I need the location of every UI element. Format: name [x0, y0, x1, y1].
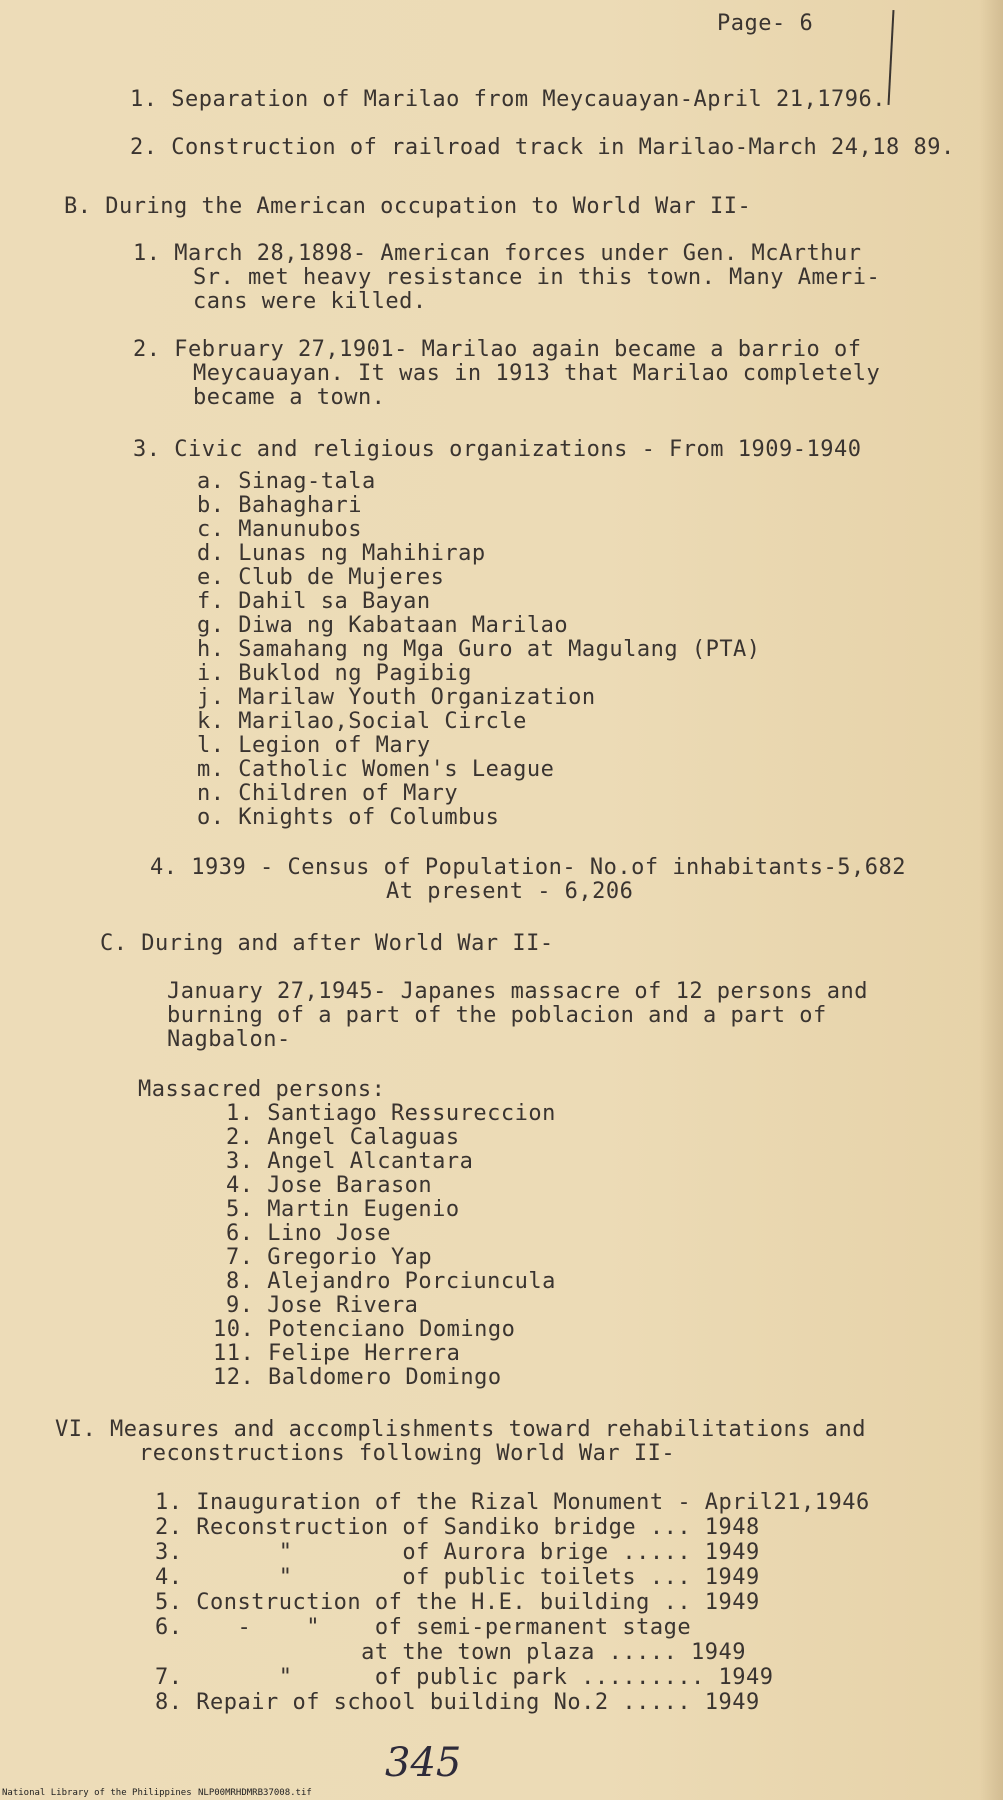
file-id: NLP00MRHDMRB37008.tif: [198, 1788, 312, 1798]
list-item: 9. Jose Rivera: [226, 1293, 419, 1318]
list-item: 3. " of Aurora brige ..... 1949: [155, 1540, 760, 1565]
list-item: b. Bahaghari: [197, 493, 362, 518]
list-item: j. Marilaw Youth Organization: [197, 685, 596, 710]
list-item: k. Marilao,Social Circle: [197, 709, 527, 734]
list-item: l. Legion of Mary: [197, 733, 431, 758]
b-item4-line1: 4. 1939 - Census of Population- No.of inhabitants-5,682: [150, 855, 906, 880]
b-item1-line2: Sr. met heavy resistance in this town. Many Ameri-: [193, 265, 881, 290]
list-item: h. Samahang ng Mga Guro at Magulang (PTA): [197, 637, 761, 662]
list-item: 1. Inauguration of the Rizal Monument - April21,1946: [155, 1490, 870, 1515]
list-item: 6. Lino Jose: [226, 1221, 391, 1246]
c-event-line1: January 27,1945- Japanes massacre of 12 persons and: [167, 979, 869, 1004]
list-item: o. Knights of Columbus: [197, 805, 500, 830]
section-c-heading: C. During and after World War II-: [100, 931, 554, 956]
c-event-line2: burning of a part of the poblacion and a part of: [167, 1003, 827, 1028]
list-item: 12. Baldomero Domingo: [213, 1365, 502, 1390]
list-item: 4. Jose Barason: [226, 1173, 433, 1198]
list-a-item-2: 2. Construction of railroad track in Marilao-March 24,18 89.: [130, 135, 955, 160]
b-item1-line1: 1. March 28,1898- American forces under Gen. McArthur: [133, 241, 862, 266]
list-item: n. Children of Mary: [197, 781, 459, 806]
handwritten-signature: 345: [385, 1740, 462, 1786]
list-item: 3. Angel Alcantara: [226, 1149, 474, 1174]
list-item: at the town plaza ..... 1949: [155, 1640, 747, 1665]
c-event-line3: Nagbalon-: [167, 1027, 291, 1052]
b-item3-heading: 3. Civic and religious organizations - From 1909-1940: [133, 437, 862, 462]
list-item: d. Lunas ng Mahihirap: [197, 541, 486, 566]
list-item: 8. Alejandro Porciuncula: [226, 1269, 556, 1294]
list-item: g. Diwa ng Kabataan Marilao: [197, 613, 569, 638]
list-item: a. Sinag-tala: [197, 469, 376, 494]
list-item: 7. Gregorio Yap: [226, 1245, 433, 1270]
list-a-item-1: 1. Separation of Marilao from Meycauayan-April 21,1796.: [130, 87, 886, 112]
section-vi-heading-line2: reconstructions following World War II-: [139, 1441, 676, 1466]
b-item1-line3: cans were killed.: [193, 289, 427, 314]
list-item: 5. Martin Eugenio: [226, 1197, 460, 1222]
b-item2-line2: Meycauayan. It was in 1913 that Marilao completely: [193, 361, 881, 386]
list-item: 2. Angel Calaguas: [226, 1125, 460, 1150]
section-vi-heading-line1: VI. Measures and accomplishments toward rehabilitations and: [55, 1417, 866, 1442]
list-item: f. Dahil sa Bayan: [197, 589, 431, 614]
list-item: 6. - " of semi-permanent stage: [155, 1615, 692, 1640]
b-item4-line2: At present - 6,206: [386, 879, 634, 904]
b-item2-line1: 2. February 27,1901- Marilao again became a barrio of: [133, 337, 862, 362]
list-item: 7. " of public park ......... 1949: [155, 1665, 774, 1690]
list-item: m. Catholic Women's League: [197, 757, 555, 782]
section-b-heading: B. During the American occupation to World War II-: [64, 194, 752, 219]
list-item: 10. Potenciano Domingo: [213, 1317, 516, 1342]
list-item: 2. Reconstruction of Sandiko bridge ... 1948: [155, 1515, 760, 1540]
b-item2-line3: became a town.: [193, 385, 386, 410]
list-item: c. Manunubos: [197, 517, 362, 542]
list-item: 5. Construction of the H.E. building .. 1949: [155, 1590, 760, 1615]
list-item: 8. Repair of school building No.2 ..... 1949: [155, 1690, 760, 1715]
list-item: e. Club de Mujeres: [197, 565, 445, 590]
page-edge-shadow: [979, 0, 1003, 1800]
library-credit: National Library of the Philippines: [2, 1788, 192, 1798]
list-item: 4. " of public toilets ... 1949: [155, 1565, 760, 1590]
massacred-label: Massacred persons:: [138, 1077, 386, 1102]
page-label: Page- 6: [717, 11, 814, 36]
list-item: i. Buklod ng Pagibig: [197, 661, 472, 686]
list-item: 1. Santiago Ressureccion: [226, 1101, 556, 1126]
list-item: 11. Felipe Herrera: [213, 1341, 461, 1366]
